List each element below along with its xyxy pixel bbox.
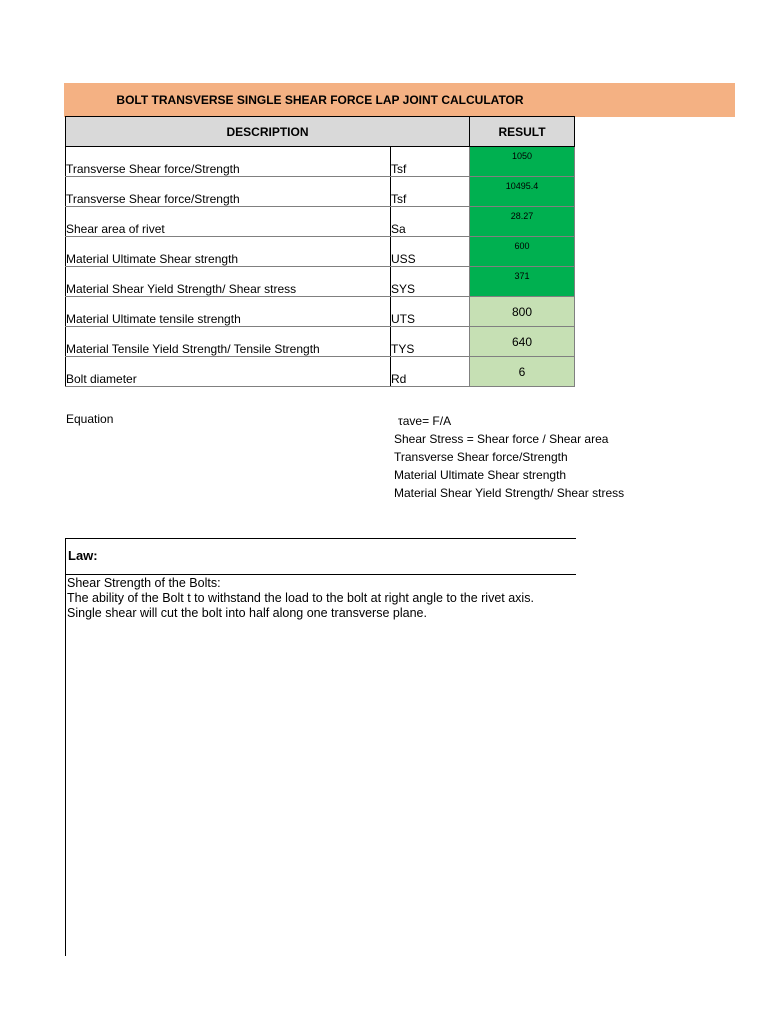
calc-table bbox=[65, 116, 666, 387]
law-line: Single shear will cut the bolt into half along one transverse plane. bbox=[67, 606, 427, 620]
calc-table-clip bbox=[65, 116, 576, 388]
law-line: Shear Strength of the Bolts: bbox=[67, 576, 221, 590]
row-symbol: Sa bbox=[391, 207, 470, 237]
table-row bbox=[66, 237, 666, 267]
row-symbol: SYS bbox=[391, 267, 470, 297]
equation-line: Shear Stress = Shear force / Shear area bbox=[394, 432, 609, 446]
row-symbol: Tsf bbox=[391, 147, 470, 177]
table-row bbox=[66, 147, 666, 177]
result-cell[interactable]: 28.27 bbox=[470, 207, 575, 237]
table-row bbox=[66, 327, 666, 357]
row-label: Material Shear Yield Strength/ Shear stress bbox=[66, 267, 391, 297]
table-header-row bbox=[66, 117, 666, 147]
result-cell[interactable]: 600 bbox=[470, 237, 575, 267]
law-title: Law: bbox=[66, 539, 576, 575]
result-cell[interactable]: 1050 bbox=[470, 147, 575, 177]
table-row bbox=[66, 267, 666, 297]
row-label: Material Ultimate tensile strength bbox=[66, 297, 391, 327]
row-label: Transverse Shear force/Strength bbox=[66, 177, 391, 207]
table-row bbox=[66, 357, 666, 387]
equation-lines bbox=[394, 412, 625, 502]
table-row bbox=[66, 297, 666, 327]
law-box bbox=[65, 538, 576, 956]
row-label: Bolt diameter bbox=[66, 357, 391, 387]
row-label: Material Ultimate Shear strength bbox=[66, 237, 391, 267]
equation-line: Material Ultimate Shear strength bbox=[394, 468, 567, 482]
row-symbol: TYS bbox=[391, 327, 470, 357]
row-symbol: USS bbox=[391, 237, 470, 267]
title-banner bbox=[64, 83, 735, 117]
row-symbol: Tsf bbox=[391, 177, 470, 207]
row-label: Transverse Shear force/Strength bbox=[66, 147, 391, 177]
law-line: The ability of the Bolt t to withstand the load to the bolt at right angle to the rivet axis. bbox=[67, 591, 534, 605]
row-symbol: UTS bbox=[391, 297, 470, 327]
law-body bbox=[66, 575, 576, 622]
row-label: Material Tensile Yield Strength/ Tensile Strength bbox=[66, 327, 391, 357]
equation-line: Transverse Shear force/Strength bbox=[394, 450, 568, 464]
equation-label: Equation bbox=[66, 412, 114, 426]
row-label: Shear area of rivet bbox=[66, 207, 391, 237]
page-title: BOLT TRANSVERSE SINGLE SHEAR FORCE LAP JOINT CALCULATOR bbox=[116, 93, 524, 107]
equation-line: τave= F/A bbox=[398, 414, 452, 428]
result-cell[interactable]: 10495.4 bbox=[470, 177, 575, 207]
input-cell[interactable]: 6 bbox=[470, 357, 575, 387]
row-symbol: Rd bbox=[391, 357, 470, 387]
input-cell[interactable]: 800 bbox=[470, 297, 575, 327]
equation-line: Material Shear Yield Strength/ Shear stress bbox=[394, 486, 625, 500]
table-row bbox=[66, 207, 666, 237]
result-cell[interactable]: 371 bbox=[470, 267, 575, 297]
table-row bbox=[66, 177, 666, 207]
description-header: DESCRIPTION bbox=[66, 117, 470, 147]
input-cell[interactable]: 640 bbox=[470, 327, 575, 357]
result-header: RESULT bbox=[470, 117, 575, 147]
